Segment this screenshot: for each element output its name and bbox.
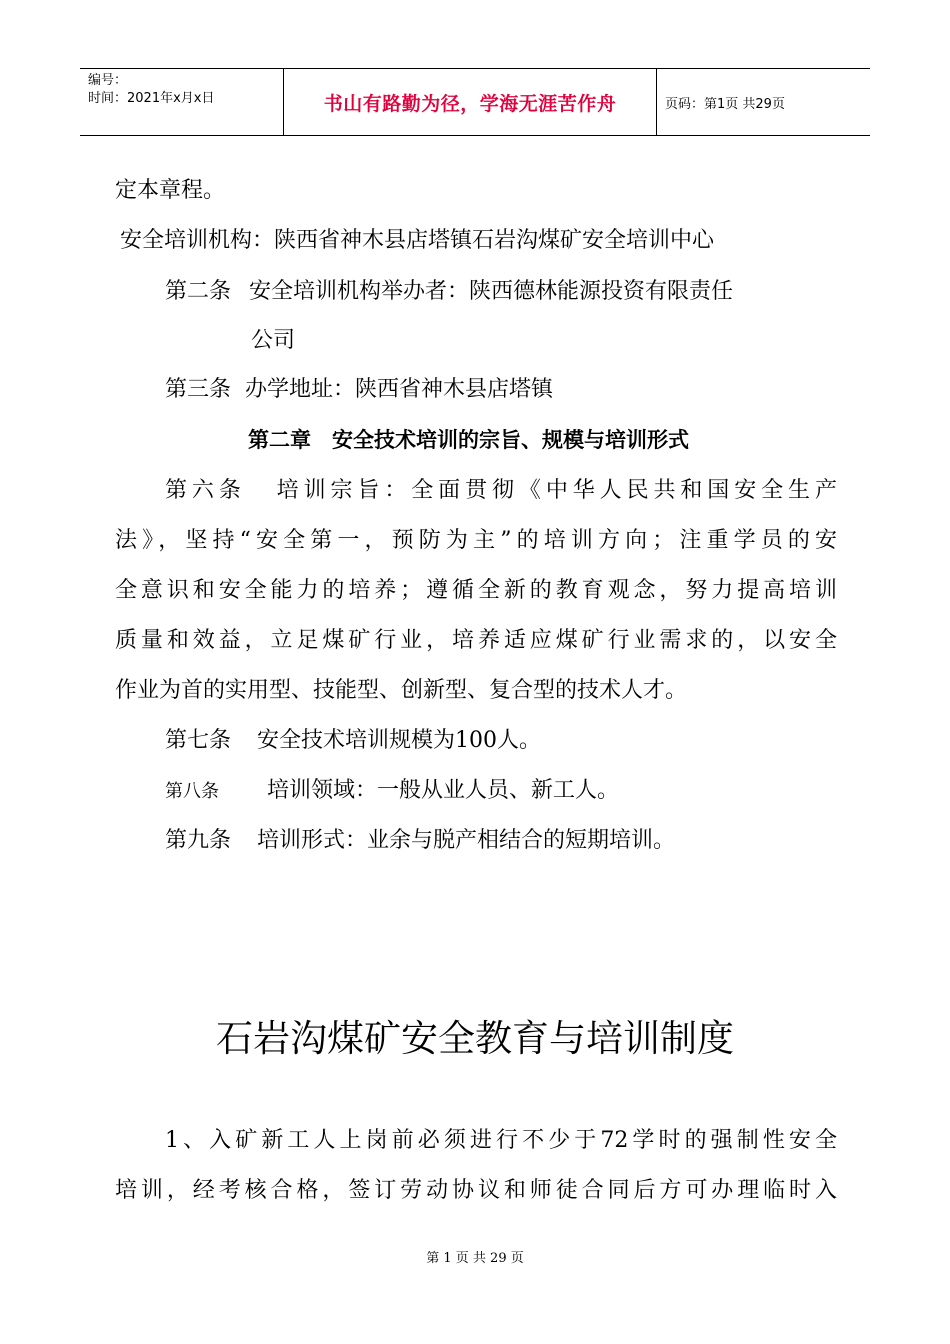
- article-6-line-5: 作业为首的实用型、技能型、创新型、复合型的技术人才。: [115, 678, 688, 703]
- section-title: 石岩沟煤矿安全教育与培训制度: [216, 1017, 734, 1060]
- body-line-1: 定本章程。: [115, 178, 226, 203]
- article-7-label: 第七条: [165, 728, 232, 753]
- article-9: [165, 826, 675, 856]
- page-footer: 第 1 页 共 29 页: [426, 1251, 524, 1266]
- article-8-label: 第八条: [165, 781, 219, 802]
- page-header: [80, 68, 870, 136]
- header-page-info: 页码：第1页 共29页: [665, 96, 785, 112]
- article-6-line-4: 质量和效益，立足煤矿行业，培养适应煤矿行业需求的，以安全: [115, 628, 837, 653]
- article-6-text-1: 培训宗旨：全面贯彻《中华人民共和国安全生产: [271, 478, 837, 503]
- article-6-label: 第六条: [165, 478, 246, 503]
- article-3-text: 办学地址：陕西省神木县店塔镇: [245, 377, 554, 402]
- article-2-label: 第二条: [165, 279, 232, 304]
- header-time-label: 时间：2021年x月x日: [88, 91, 215, 106]
- article-3-label: 第三条: [165, 377, 232, 402]
- article-7-text: 安全技术培训规模为100人。: [257, 728, 542, 753]
- article-9-text: 培训形式：业余与脱产相结合的短期培训。: [257, 828, 676, 853]
- header-number-label: 编号：: [88, 73, 128, 88]
- chapter-title: 第二章 安全技术培训的宗旨、规模与培训形式: [248, 428, 689, 452]
- article-6-line-2: 法》，坚持“安全第一，预防为主”的培训方向；注重学员的安: [115, 528, 837, 553]
- article-2-text-b: 公司: [251, 328, 296, 353]
- article-2-text-a: 安全培训机构举办者：陕西德林能源投资有限责任: [249, 279, 734, 304]
- article-6-line-3: 全意识和安全能力的培养；遵循全新的教育观念，努力提高培训: [115, 578, 837, 603]
- article-9-label: 第九条: [165, 828, 232, 853]
- body-line-2: 安全培训机构：陕西省神木县店塔镇石岩沟煤矿安全培训中心: [120, 228, 715, 253]
- section-para-line-2: 培训，经考核合格，签订劳动协议和师徒合同后方可办理临时入: [115, 1178, 837, 1203]
- article-8: [165, 776, 619, 807]
- article-2: [165, 277, 733, 307]
- header-meta: [80, 69, 283, 135]
- article-3: [165, 375, 553, 405]
- header-motto: 书山有路勤为径，学海无涯苦作舟: [283, 69, 657, 135]
- section-para-line-1: 1、入矿新工人上岗前必须进行不少于72学时的强制性安全: [165, 1128, 837, 1153]
- article-6-line-1: [165, 476, 837, 506]
- article-8-text: 培训领域：一般从业人员、新工人。: [267, 778, 620, 803]
- article-7: [165, 726, 541, 756]
